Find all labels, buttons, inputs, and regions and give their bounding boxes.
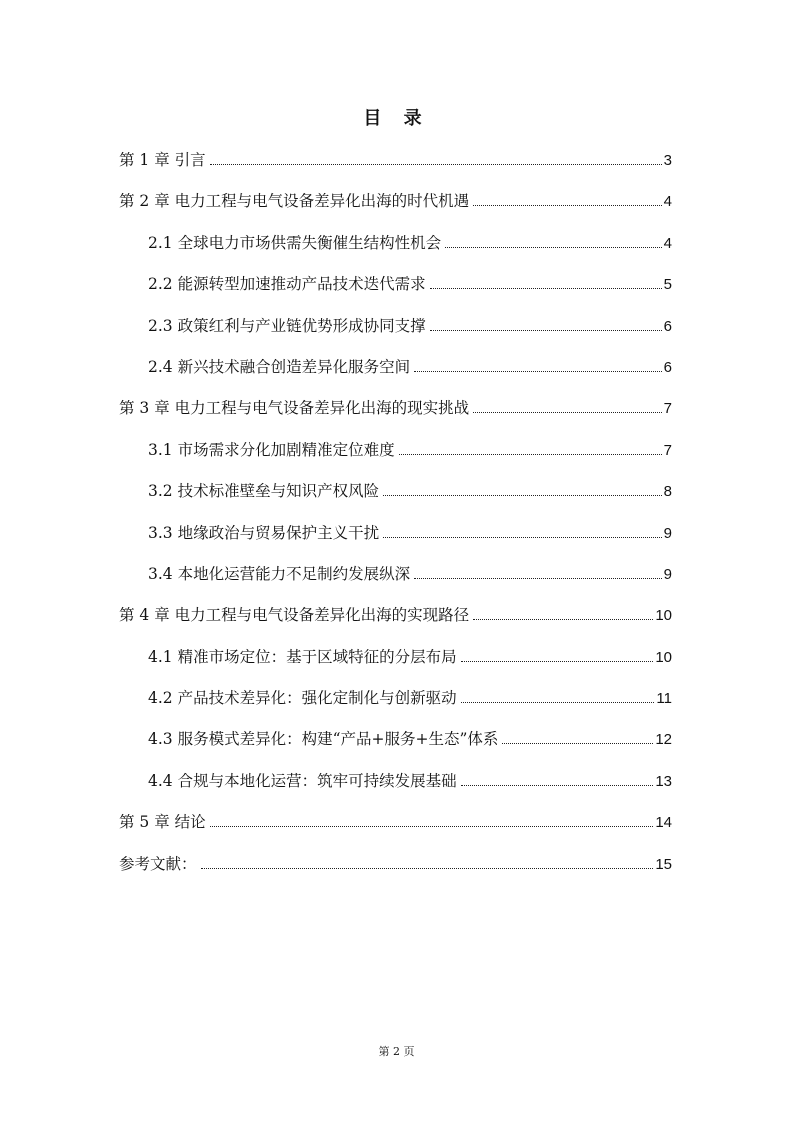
- toc-entry-label: 4.1 精准市场定位：基于区域特征的分层布局: [148, 647, 457, 666]
- toc-entry-label: 第 1 章 引言: [119, 151, 206, 169]
- dot-leader: [461, 701, 655, 703]
- toc-entry-2-2[interactable]: [119, 270, 672, 311]
- toc-entry-page: 7: [663, 400, 672, 418]
- toc-entry-4-1[interactable]: [119, 643, 672, 684]
- toc-entry-label: 第 5 章 结论: [119, 813, 206, 832]
- dot-leader: [399, 453, 662, 455]
- toc-entry-page: 10: [655, 607, 672, 625]
- dot-leader: [461, 784, 654, 786]
- dot-leader: [473, 618, 653, 620]
- dot-leader: [210, 825, 654, 827]
- toc-entry-4-2[interactable]: [119, 684, 672, 725]
- toc-entry-label: 2.2 能源转型加速推动产品技术迭代需求: [148, 275, 426, 294]
- toc-entry-page: 4: [663, 193, 672, 211]
- dot-leader: [430, 329, 662, 331]
- toc-entry-label: 4.4 合规与本地化运营：筑牢可持续发展基础: [148, 771, 457, 790]
- toc-entry-2-3[interactable]: [119, 312, 672, 353]
- toc-entry-label: 3.4 本地化运营能力不足制约发展纵深: [148, 564, 411, 583]
- dot-leader: [210, 163, 662, 165]
- dot-leader: [473, 411, 662, 413]
- dot-leader: [383, 494, 662, 496]
- toc-entry-ch5[interactable]: [119, 808, 672, 849]
- toc-entry-page: 9: [663, 524, 672, 542]
- dot-leader: [430, 287, 662, 289]
- toc-entry-page: 10: [655, 648, 672, 666]
- toc-entry-label: 参考文献：: [119, 854, 197, 873]
- toc-entry-label: 4.3 服务模式差异化：构建“产品+服务+生态”体系: [148, 730, 499, 749]
- toc-entry-page: 4: [663, 234, 672, 252]
- toc-entry-label: 2.4 新兴技术融合创造差异化服务空间: [148, 357, 411, 376]
- toc-entry-page: 9: [663, 565, 672, 583]
- toc-entry-label: 3.2 技术标准壁垒与知识产权风险: [148, 482, 380, 501]
- toc-entry-4-3[interactable]: [119, 725, 672, 766]
- toc-entry-page: 3: [663, 152, 672, 169]
- toc-entry-ch1[interactable]: [119, 146, 672, 187]
- toc-entry-label: 3.3 地缘政治与贸易保护主义干扰: [148, 523, 380, 542]
- toc-entry-page: 7: [663, 441, 672, 459]
- toc-entry-page: 6: [663, 358, 672, 376]
- toc-entry-3-1[interactable]: [119, 436, 672, 477]
- table-of-contents: [119, 146, 672, 891]
- toc-entry-references[interactable]: [119, 850, 672, 891]
- dot-leader: [414, 370, 662, 372]
- toc-entry-label: 第 3 章 电力工程与电气设备差异化出海的现实挑战: [119, 399, 470, 418]
- toc-entry-page: 14: [655, 814, 672, 832]
- toc-entry-page: 15: [655, 855, 672, 873]
- toc-entry-4-4[interactable]: [119, 767, 672, 808]
- toc-entry-3-2[interactable]: [119, 477, 672, 518]
- toc-entry-page: 13: [655, 772, 672, 790]
- dot-leader: [473, 204, 662, 206]
- toc-entry-label: 2.3 政策红利与产业链优势形成协同支撑: [148, 316, 426, 335]
- dot-leader: [383, 536, 662, 538]
- toc-entry-3-4[interactable]: [119, 560, 672, 601]
- dot-leader: [445, 246, 662, 248]
- dot-leader: [414, 577, 662, 579]
- toc-entry-page: 6: [663, 317, 672, 335]
- toc-entry-label: 第 4 章 电力工程与电气设备差异化出海的实现路径: [119, 606, 470, 625]
- toc-entry-page: 12: [655, 731, 672, 749]
- toc-entry-2-1[interactable]: [119, 229, 672, 270]
- toc-entry-label: 3.1 市场需求分化加剧精准定位难度: [148, 440, 395, 459]
- dot-leader: [502, 742, 653, 744]
- dot-leader: [201, 867, 654, 869]
- toc-entry-ch4[interactable]: [119, 601, 672, 642]
- toc-title: 目 录: [363, 108, 430, 129]
- toc-entry-label: 2.1 全球电力市场供需失衡催生结构性机会: [148, 233, 442, 252]
- toc-entry-ch3[interactable]: [119, 394, 672, 435]
- toc-entry-2-4[interactable]: [119, 353, 672, 394]
- page-number-footer: 第 2 页: [378, 1045, 415, 1058]
- toc-entry-ch2[interactable]: [119, 187, 672, 228]
- toc-entry-3-3[interactable]: [119, 519, 672, 560]
- dot-leader: [461, 660, 654, 662]
- toc-entry-page: 5: [663, 276, 672, 294]
- toc-entry-label: 4.2 产品技术差异化：强化定制化与创新驱动: [148, 689, 457, 708]
- toc-entry-page: 8: [663, 483, 672, 501]
- toc-entry-label: 第 2 章 电力工程与电气设备差异化出海的时代机遇: [119, 192, 470, 211]
- toc-entry-page: 11: [656, 690, 672, 708]
